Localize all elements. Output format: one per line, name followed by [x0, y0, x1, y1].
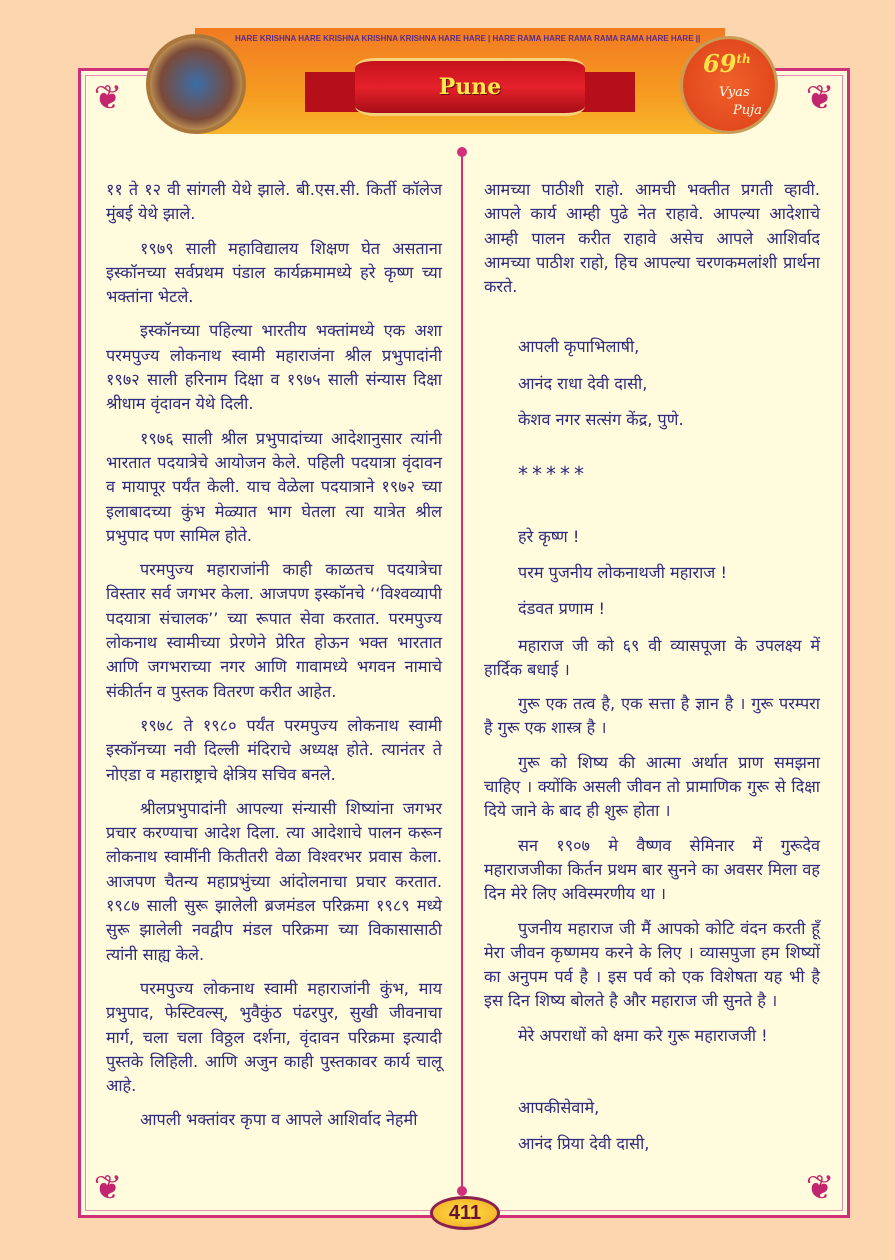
paragraph: सन १९०७ मे वैष्णव सेमिनार में गुरूदेव महाराजजीका किर्तन प्रथम बार सुनने का अवसर मिला वह दिन मेरे लिए अविस्मरणीय था ।	[484, 835, 820, 904]
signature-line: केशव नगर सत्संग केंद्र, पुणे.	[518, 410, 684, 430]
vyas-puja-badge	[680, 36, 778, 134]
page-number: 411	[430, 1196, 500, 1230]
deity-medallion-image	[146, 34, 246, 134]
paragraph: गुरू एक तत्व है, एक सत्ता है ज्ञान है । गुरू परम्परा है गुरू एक शास्त्र है ।	[484, 694, 820, 738]
right-column	[484, 178, 820, 1169]
signature-line: आपली कृपाभिलाषी,	[518, 337, 640, 357]
paragraph: आपली भक्तांवर कृपा व आपले आशिर्वाद नेहमी	[140, 1110, 418, 1130]
paragraph: महाराज जी को ६९ वी व्यासपूजा के उपलक्ष्य में हार्दिक बधाई ।	[484, 635, 820, 679]
paragraph: ११ ते १२ वी सांगली येथे झाले. बी.एस.सी. किर्ती कॉलेज मुंबई येथे झाले.	[106, 180, 442, 224]
paragraph: मेरे अपराधों को क्षमा करे गुरू महाराजजी !	[518, 1025, 768, 1045]
corner-ornament-icon: ❦	[93, 78, 123, 118]
mantra-text: HARE KRISHNA HARE KRISHNA KRISHNA KRISHNA HARE HARE | HARE RAMA HARE RAMA RAMA RAMA HARE HARE ||	[235, 34, 701, 43]
greeting-line: हरे कृष्ण !	[518, 526, 580, 546]
paragraph: इस्कॉनच्या पहिल्या भारतीय भक्तांमध्ये एक अशा परमपुज्य लोकनाथ स्वामी महाराजंना श्रील प्रभुपादांनी १९७२ साली हरिनाम दिक्षा व १९७५ साली संन्यास दिक्षा श्रीधाम वृंदावन येथे दिली.	[106, 321, 442, 414]
paragraph: गुरू को शिष्य की आत्मा अर्थात प्राण समझना चाहिए । क्योंकि असली जीवन तो प्रामाणिक गुरू से दिक्षा दिये जाने के बाद ही शुरू होता ।	[484, 752, 820, 821]
header-banner	[195, 28, 725, 134]
corner-ornament-icon: ❦	[805, 78, 835, 118]
signature-line: आनंद राधा देवी दासी,	[518, 373, 648, 393]
signature-line: आपकीसेवामे,	[518, 1098, 600, 1118]
paragraph: श्रीलप्रभुपादांनी आपल्या संन्यासी शिष्यांना जगभर प्रचार करण्याचा आदेश दिला. त्या आदेशाचे पालन करून लोकनाथ स्वामींनी कितीतरी वेळा विश्वरभर प्रवास केला. आजपण चैतन्य महाप्रभुंच्या आंदोलनाचा प्रचार करतात. १९८७ साली सुरू झालेली ब्रजमंडल परिक्रमा १९८९ मध्ये सुरू झालेली नवद्वीप मंडल परिक्रमा च्या विकासासाठी त्यांनी साह्य केले.	[106, 798, 442, 964]
paragraph: परमपुज्य महाराजांनी काही काळतच पदयात्रेचा विस्तार सर्व जगभर केला. आजपण इस्कॉनचे ‘‘विश्वव्यापी पदयात्रा संचालक’’ च्या रूपात सेवा करतात. परमपुज्य लोकनाथ स्वामीच्या प्रेरणेने प्रेरित होऊन भक्त भारतात आणि जगभराच्या नगर आणि गावामध्ये भगवन नामाचे संकीर्तन व पुस्तक वितरण करीत आहेत.	[106, 560, 442, 701]
signature-line: आनंद प्रिया देवी दासी,	[518, 1134, 650, 1154]
paragraph: १९७९ साली महाविद्यालय शिक्षण घेत असताना इस्कॉनच्या सर्वप्रथम पंडाल कार्यक्रमामध्ये हरे कृष्ण च्या भक्तांना भेटले.	[106, 238, 442, 307]
left-column	[106, 178, 442, 1143]
title-ribbon	[355, 58, 585, 116]
corner-ornament-icon: ❦	[805, 1168, 835, 1208]
badge-line2: Puja	[733, 103, 762, 118]
badge-suffix: th	[736, 52, 751, 66]
greeting-line: परम पुजनीय लोकनाथजी महाराज !	[518, 562, 727, 582]
paragraph: पुजनीय महाराज जी मैं आपको कोटि वंदन करती हूँ मेरा जीवन कृष्णमय करने के लिए । व्यासपुजा हम शिष्यों का अनुपम पर्व है । इस पर्व को एक विशेषता यह भी है इस दिन शिष्य बोलते है और महाराज जी सुनते है ।	[484, 918, 820, 1011]
badge-number: 69	[703, 49, 737, 78]
greeting-line: दंडवत प्रणाम !	[518, 599, 606, 619]
paragraph: १९७८ ते १९८० पर्यंत परमपुज्य लोकनाथ स्वामी इस्कॉनच्या नवी दिल्ली मंदिराचे अध्यक्ष होते. त्यानंतर ते नोएडा व महाराष्ट्राचे क्षेत्रिय सचिव बनले.	[106, 715, 442, 784]
page-title: Pune	[438, 74, 502, 100]
divider-dot	[457, 147, 467, 157]
divider-dot	[457, 1186, 467, 1196]
paragraph: आमच्या पाठीशी राहो. आमची भक्तीत प्रगती व्हावी. आपले कार्य आम्ही पुढे नेत राहावे. आपल्या आदेशाचे आम्ही पालन करीत राहावे असेच आपले आशिर्वाद आमच्या पाठीश राहो, हिच आपल्या चरणकमलांशी प्रार्थना करते.	[484, 180, 820, 297]
badge-line1: Vyas	[719, 85, 750, 100]
separator-stars: *****	[518, 462, 588, 487]
paragraph: १९७६ साली श्रील प्रभुपादांच्या आदेशानुसार त्यांनी भारतात पदयात्रेचे आयोजन केले. पहिली पदयात्रा वृंदावन व मायापूर पर्यंत केली. याच वेळेला पदयात्राने १९७२ च्या इलाबादच्या कुंभ मेळ्यात भाग घेतला त्या यात्रेत श्रील प्रभुपाद पण सामिल होते.	[106, 428, 442, 545]
paragraph: परमपुज्य लोकनाथ स्वामी महाराजांनी कुंभ, माय प्रभुपाद, फेस्टिवल्स्, भुवैकुंठ पंढरपुर, सुखी जीवनाचा मार्ग, चला चला विठ्ठल दर्शना, वृंदावन परिक्रमा इत्यादी पुस्तके लिहिली. आणि अजुन काही पुस्तकावर कार्य चालू आहे.	[106, 978, 442, 1096]
column-divider	[461, 150, 463, 1190]
corner-ornament-icon: ❦	[93, 1168, 123, 1208]
